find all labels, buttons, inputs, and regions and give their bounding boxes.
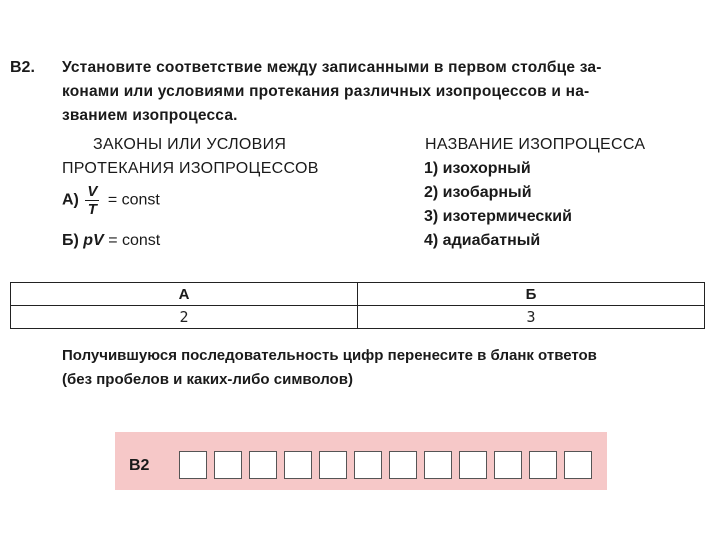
answer-form-cell[interactable] [459, 451, 487, 479]
answer-form-panel [115, 432, 607, 490]
instruction-line-2: (без пробелов и каких-либо символов) [62, 371, 353, 388]
process-option-4: 4) адиабатный [424, 232, 541, 249]
answer-form-cell[interactable] [529, 451, 557, 479]
answer-table-header-b: Б [358, 283, 705, 306]
condition-b-label: Б) [62, 232, 79, 249]
answer-cell-b[interactable]: 3 [358, 306, 705, 329]
answer-table-header-row [11, 283, 705, 306]
answer-form-cell[interactable] [284, 451, 312, 479]
task-prompt-line-2: конами или условиями протекания различных изопроцессов и на- [62, 83, 590, 100]
answer-table-header-a: А [11, 283, 358, 306]
task-prompt-line-1: Установите соответствие между записанными в первом столбце за- [62, 59, 602, 76]
answer-table-value-row [11, 306, 705, 329]
answer-cell-a[interactable]: 2 [11, 306, 358, 329]
answer-form-cell[interactable] [214, 451, 242, 479]
condition-a-rest: = const [107, 191, 160, 209]
condition-a-fraction [85, 183, 99, 218]
process-option-1: 1) изохорный [424, 160, 531, 177]
condition-a [62, 183, 160, 218]
answer-form-cell[interactable] [424, 451, 452, 479]
answer-form-cell[interactable] [564, 451, 592, 479]
task-prompt-line-3: званием изопроцесса. [62, 107, 238, 124]
left-column-header-line-1: ЗАКОНЫ ИЛИ УСЛОВИЯ [93, 136, 287, 153]
answer-form-cell[interactable] [354, 451, 382, 479]
process-option-2: 2) изобарный [424, 184, 532, 201]
left-column-header-line-2: ПРОТЕКАНИЯ ИЗОПРОЦЕССОВ [62, 160, 319, 177]
answer-form-cell[interactable] [319, 451, 347, 479]
condition-b-rest: = const [108, 232, 161, 249]
instruction-line-1: Получившуюся последовательность цифр перенесите в бланк ответов [62, 347, 597, 364]
right-column-header: НАЗВАНИЕ ИЗОПРОЦЕССА [425, 136, 646, 153]
answer-form-cell[interactable] [494, 451, 522, 479]
fraction-numerator: V [87, 183, 98, 200]
answer-form-cell[interactable] [179, 451, 207, 479]
task-number: В2. [10, 59, 35, 76]
fraction-denominator: T [85, 200, 99, 218]
answer-table [10, 282, 705, 329]
answer-form-label: В2 [129, 457, 150, 474]
condition-a-label: А) [62, 191, 79, 209]
process-option-3: 3) изотермический [424, 208, 572, 225]
condition-b-expression: pV [83, 232, 104, 249]
condition-b [62, 232, 160, 250]
answer-cells [179, 451, 592, 479]
answer-form-cell[interactable] [249, 451, 277, 479]
answer-form-cell[interactable] [389, 451, 417, 479]
